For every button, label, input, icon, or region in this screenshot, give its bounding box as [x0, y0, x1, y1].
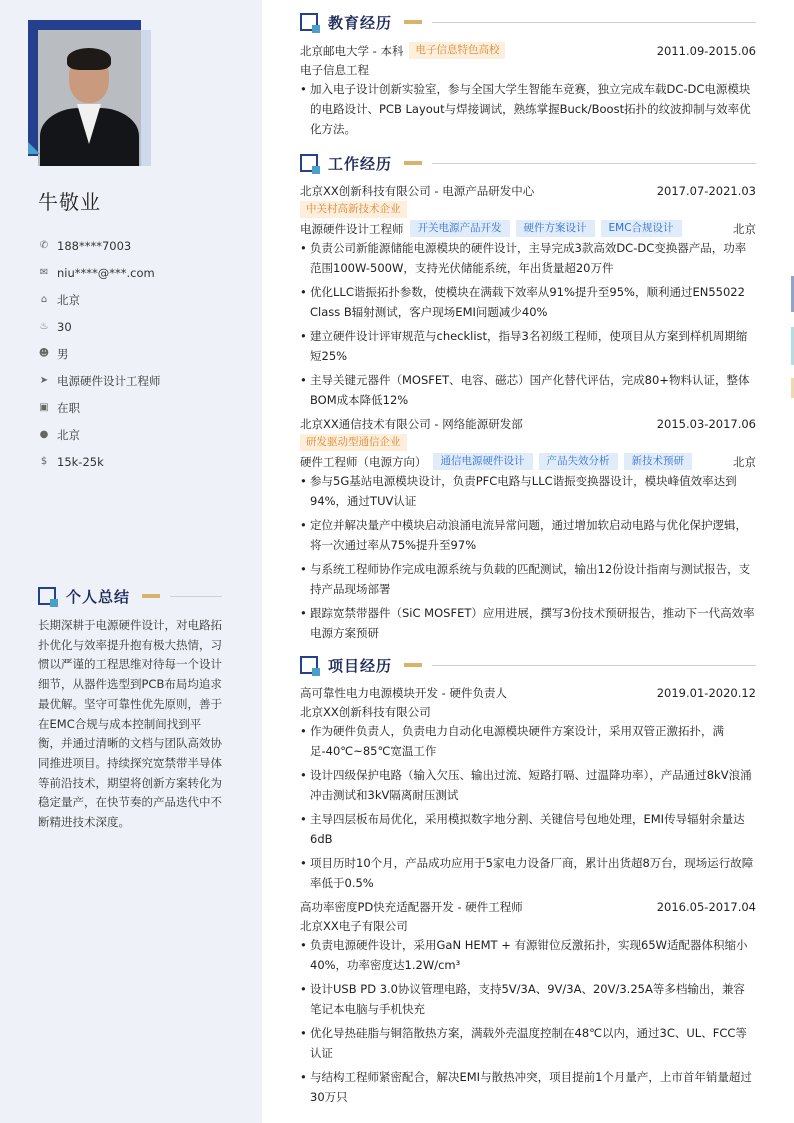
project-company: 北京XX电子有限公司 [300, 918, 408, 933]
gender-icon: ☻ [38, 348, 50, 359]
bullet-item: • 跟踪宽禁带器件（SiC MOSFET）应用进展，撰写3份技术预研报告，推动下一代高效率电源方案预研 [300, 603, 756, 643]
phone-icon: ✆ [39, 240, 49, 251]
summary-text: 长期深耕于电源硬件设计，对电路拓扑优化与效率提升抱有极大热情，习惯以严谨的工程思维对待每一个设计细节，从器件选型到PCB布局均追求最优解。坚守可靠性优先原则，善于在EMC合规与成本控制间找到平衡，并通过清晰的文档与团队高效协同推进项目。持续探究宽禁带半导体等前沿技术，期望将创新方案转化为稳定量产，在快节奏的产品迭代中不断精进技术深度。 [38, 618, 222, 830]
education-bullets [300, 79, 756, 139]
project-header [300, 683, 756, 702]
project-date: 2016.05-2017.04 [656, 899, 756, 914]
education-section [300, 12, 756, 139]
project-bullets [300, 721, 756, 893]
skill-tag: 通信电源硬件设计 [433, 453, 533, 470]
school-name: 北京邮电大学 - 本科 [300, 43, 404, 58]
role-left [300, 220, 682, 237]
company-tag: 中关村高新技术企业 [300, 201, 407, 218]
skill-tag: 开关电源产品开发 [410, 220, 510, 237]
bullet-item: • 与结构工程师紧密配合，解决EMI与散热冲突，项目提前1个月量产，上市首年销量超过30万只 [300, 1067, 756, 1107]
bullet-item: • 主导关键元器件（MOSFET、电容、磁芯）国产化替代评估，完成80+物料认证，整体BOM成本降低12% [300, 370, 756, 410]
info-item [38, 232, 161, 259]
info-item [38, 448, 161, 475]
section-icon [300, 656, 318, 674]
avatar [28, 20, 142, 156]
project-company-row [300, 916, 756, 935]
info-text: niu****@***.com [57, 265, 155, 280]
education-date: 2011.09-2015.06 [656, 43, 756, 58]
role-row [300, 452, 756, 471]
salary-icon: $ [40, 456, 48, 467]
company-name: 北京XX创新科技有限公司 - 电源产品研发中心 [300, 183, 535, 198]
project-entry [300, 683, 756, 893]
major: 电子信息工程 [300, 62, 369, 77]
project-date: 2019.01-2020.12 [656, 685, 756, 700]
info-text: 北京 [57, 427, 80, 442]
info-text: 男 [57, 346, 69, 361]
project-name: 高可靠性电力电源模块开发 - 硬件负责人 [300, 685, 507, 700]
skill-tag: 新技术预研 [624, 453, 693, 470]
info-text: 北京 [57, 292, 80, 307]
job-entry [300, 181, 756, 410]
bullet-item: • 优化LLC谐振拓扑参数，使模块在满载下效率从91%提升至95%，顺利通过EN55022 Class B辐射测试，客户现场EMI问题减少40% [300, 282, 756, 322]
company-tag-row [300, 433, 756, 452]
contact-info-list [38, 232, 161, 475]
section-icon [300, 13, 318, 31]
project-bullets [300, 935, 756, 1107]
info-text: 电源硬件设计工程师 [57, 373, 161, 388]
job-date: 2017.07-2021.03 [656, 183, 756, 198]
bullet-item: • 与系统工程师协作完成电源系统与负载的匹配测试，输出12份设计指南与测试报告，支持产品现场部署 [300, 559, 756, 599]
bullet-item: • 主导四层板布局优化，采用模拟数字地分割、关键信号包地处理，EMI传导辐射余量达6dB [300, 809, 756, 849]
job-entry [300, 414, 756, 643]
info-item [38, 394, 161, 421]
section-title: 项目经历 [328, 656, 393, 675]
info-item [38, 313, 161, 340]
info-item [38, 367, 161, 394]
job-header [300, 181, 756, 200]
bullet-item: • 设计四级保护电路（输入欠压、输出过流、短路打嗝、过温降功率），产品通过8kV浪涌冲击测试和3kV隔离耐压测试 [300, 765, 756, 805]
project-header [300, 897, 756, 916]
job-header [300, 414, 756, 433]
school-tag: 电子信息特色高校 [409, 42, 505, 59]
info-item [38, 421, 161, 448]
job-bullets [300, 238, 756, 410]
job-bullets [300, 471, 756, 643]
info-text: 188****7003 [57, 238, 132, 253]
bullet-item: • 负责公司新能源储能电源模块的硬件设计，主导完成3款高效DC-DC变换器产品，功率范围100W-500W，支持光伏储能系统，年出货量超20万件 [300, 238, 756, 278]
bullet-item: • 设计USB PD 3.0协议管理电路，支持5V/3A、9V/3A、20V/3.25A等多档输出，兼容笔记本电脑与手机快充 [300, 979, 756, 1019]
company-tag-row [300, 200, 756, 219]
bullet-item: • 作为硬件负责人，负责电力自动化电源模块硬件方案设计，采用双管正激拓扑，满足-40℃~85℃宽温工作 [300, 721, 756, 761]
section-title: 个人总结 [66, 587, 131, 606]
bullet-item: • 参与5G基站电源模块设计，负责PFC电路与LLC谐振变换器设计，模块峰值效率达到94%，通过TUV认证 [300, 471, 756, 511]
project-name: 高功率密度PD快充适配器开发 - 硬件工程师 [300, 899, 523, 914]
info-text: 在职 [57, 400, 80, 415]
bullet-item: • 优化导热硅脂与铜箔散热方案，满载外壳温度控制在48℃以内，通过3C、UL、FCC等认证 [300, 1023, 756, 1063]
section-title: 工作经历 [328, 154, 393, 173]
info-item [38, 286, 161, 313]
section-icon [300, 154, 318, 172]
skill-tag: EMC合规设计 [601, 220, 682, 237]
info-text: 30 [57, 319, 72, 334]
role-row [300, 219, 756, 238]
company-name: 北京XX通信技术有限公司 - 网络能源研发部 [300, 416, 523, 431]
work-section [300, 153, 756, 643]
main-content [300, 12, 756, 1111]
skill-tag: 产品失效分析 [539, 453, 618, 470]
email-icon: ✉ [39, 267, 49, 278]
project-company-row [300, 702, 756, 721]
position-icon: ➤ [39, 375, 49, 386]
project-company: 北京XX创新科技有限公司 [300, 704, 431, 719]
job-role: 电源硬件设计工程师 [300, 221, 404, 236]
role-left [300, 453, 692, 470]
job-date: 2015.03-2017.06 [656, 416, 756, 431]
job-role: 硬件工程师（电源方向） [300, 454, 427, 469]
bullet-item: • 负责电源硬件设计，采用GaN HEMT + 有源钳位反激拓扑，实现65W适配器体积缩小40%，功率密度达1.2W/cm³ [300, 935, 756, 975]
skill-tag: 硬件方案设计 [516, 220, 595, 237]
home-icon: ⌂ [40, 294, 48, 305]
status-icon: ▣ [39, 402, 49, 413]
company-tag: 研发驱动型通信企业 [300, 434, 407, 451]
info-text: 15k-25k [57, 454, 104, 469]
job-city: 北京 [733, 221, 756, 236]
sidebar [0, 0, 262, 1123]
bullet-item: • 项目历时10个月，产品成功应用于5家电力设备厂商，累计出货超8万台，现场运行故障率低于0.5% [300, 853, 756, 893]
candidate-name: 牛敬业 [38, 190, 101, 214]
job-city: 北京 [733, 454, 756, 469]
bullet-item: • 定位并解决量产中模块启动浪涌电流异常问题，通过增加软启动电路与优化保护逻辑，将一次通过率从75%提升至97% [300, 515, 756, 555]
project-entry [300, 897, 756, 1107]
section-icon [38, 587, 56, 605]
section-title: 教育经历 [328, 13, 393, 32]
info-item [38, 340, 161, 367]
summary-section [38, 586, 222, 833]
age-icon: ♨ [39, 321, 49, 332]
bullet-item: • 加入电子设计创新实验室，参与全国大学生智能车竞赛，独立完成车载DC-DC电源模块的电路设计、PCB Layout与焊接调试，熟练掌握Buck/Boost拓扑的纹波抑制与效率优化方法。 [300, 79, 756, 139]
location-icon: ● [39, 429, 49, 440]
info-item [38, 259, 161, 286]
project-section [300, 655, 756, 1107]
bullet-item: • 建立硬件设计评审规范与checklist，指导3名初级工程师，使项目从方案到样机周期缩短25% [300, 326, 756, 366]
